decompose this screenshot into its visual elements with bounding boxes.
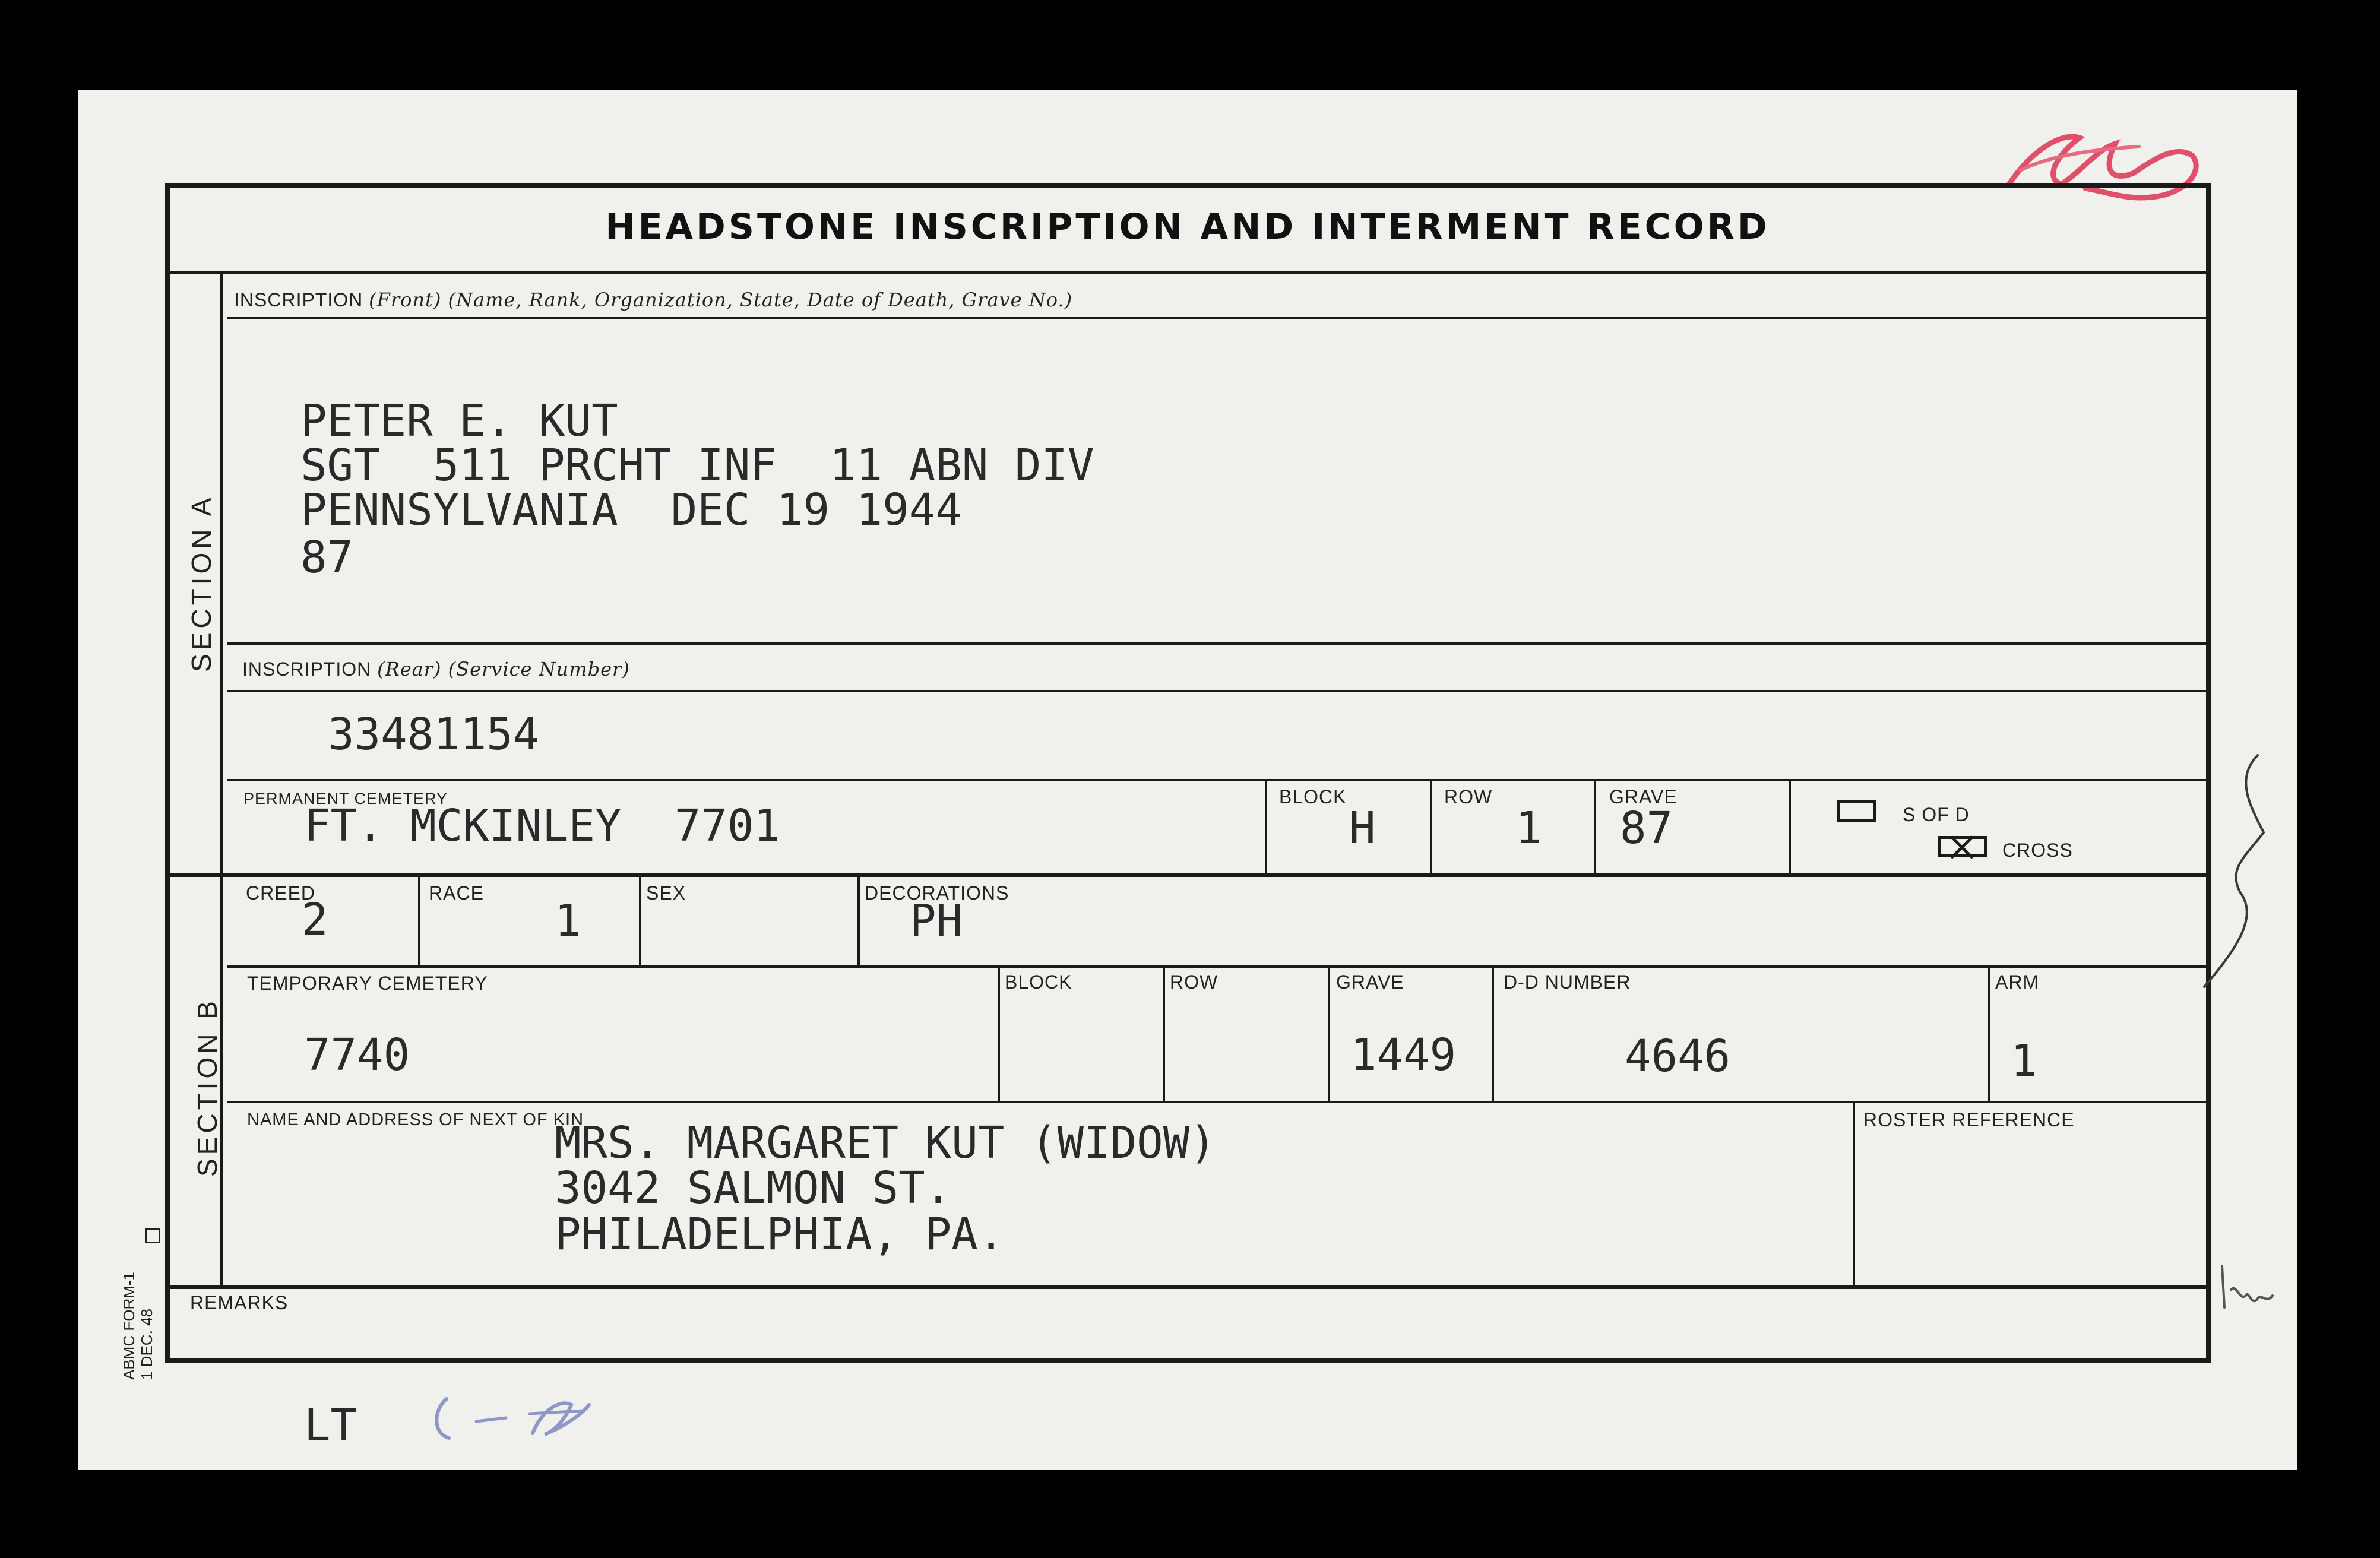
rule — [639, 875, 641, 967]
rule — [227, 965, 2210, 968]
creed-label: CREED — [246, 882, 316, 904]
rule — [1265, 779, 1267, 874]
dd-number-value: 4646 — [1625, 1031, 1731, 1082]
cross-checkbox[interactable] — [1938, 836, 1987, 857]
decorations-value: PH — [910, 895, 963, 946]
permanent-cemetery-label: PERMANENT CEMETERY — [243, 790, 448, 808]
temp-grave-label: GRAVE — [1336, 971, 1404, 993]
block-label: BLOCK — [1279, 786, 1347, 808]
roster-reference-label: ROSTER REFERENCE — [1863, 1109, 2075, 1130]
cross-label: CROSS — [2002, 840, 2073, 861]
next-of-kin-line-1: MRS. MARGARET KUT (WIDOW) — [555, 1117, 1216, 1168]
rule — [1594, 779, 1596, 874]
form-card — [78, 90, 2297, 1470]
grave-label: GRAVE — [1609, 786, 1678, 808]
permanent-cemetery-value: FT. MCKINLEY 7701 — [304, 800, 780, 851]
rule — [1853, 1101, 1855, 1286]
rule — [1430, 779, 1432, 874]
race-value: 1 — [555, 895, 581, 946]
inscription-front-line-4: 87 — [300, 532, 354, 583]
pencil-tick — [2216, 1254, 2287, 1319]
s-of-d-checkbox[interactable] — [1837, 800, 1876, 822]
inscription-front-line-2: SGT 511 PRCHT INF 11 ABN DIV — [300, 440, 1094, 491]
form-title: HEADSTONE INSCRIPTION AND INTERMENT RECORD — [605, 206, 1770, 248]
inscription-front-line-1: PETER E. KUT — [300, 395, 618, 446]
temp-block-label: BLOCK — [1005, 971, 1072, 993]
bottom-typed-code: LT — [304, 1400, 357, 1451]
rule — [418, 875, 420, 967]
row-label: ROW — [1444, 786, 1493, 808]
blue-pencil-mark — [423, 1387, 619, 1452]
temp-grave-value: 1449 — [1350, 1030, 1457, 1081]
service-number: 33481154 — [328, 709, 540, 760]
pencil-squiggle — [2175, 743, 2293, 1040]
next-of-kin-label: NAME AND ADDRESS OF NEXT OF KIN — [247, 1110, 584, 1129]
row-value: 1 — [1515, 803, 1542, 854]
rule — [857, 875, 860, 967]
creed-value: 2 — [302, 894, 328, 945]
rule — [1492, 965, 1494, 1102]
arm-value: 1 — [2011, 1036, 2037, 1087]
rule — [1988, 965, 1990, 1102]
rule — [227, 1101, 2210, 1103]
next-of-kin-line-3: PHILADELPHIA, PA. — [555, 1209, 1005, 1260]
x-mark-icon — [1938, 835, 1987, 859]
form-number: ABMC FORM-1 1 DEC. 48 — [120, 1272, 156, 1380]
rule — [167, 1285, 2210, 1289]
rule — [227, 690, 2210, 692]
sex-label: SEX — [646, 882, 686, 904]
rule — [227, 642, 2210, 645]
inscription-rear-label: INSCRIPTION (Rear) (Service Number) — [242, 658, 630, 680]
decorations-label: DECORATIONS — [865, 882, 1009, 904]
arm-label: ARM — [1995, 971, 2040, 993]
form-border — [165, 183, 2211, 1363]
temporary-cemetery-value: 7740 — [304, 1030, 410, 1081]
remarks-label: REMARKS — [190, 1292, 289, 1313]
next-of-kin-line-2: 3042 SALMON ST. — [555, 1163, 952, 1214]
rule — [167, 271, 2210, 274]
form-number-box — [145, 1228, 160, 1243]
inscription-front-line-3: PENNSYLVANIA DEC 19 1944 — [300, 484, 962, 536]
inscription-front-label: INSCRIPTION (Front) (Name, Rank, Organization, State, Date of Death, Grave No.) — [234, 289, 1073, 311]
rule — [1789, 779, 1791, 874]
grave-value: 87 — [1620, 803, 1673, 854]
dd-number-label: D-D NUMBER — [1504, 971, 1631, 993]
rule — [167, 873, 2210, 877]
s-of-d-label: S OF D — [1903, 804, 1970, 825]
section-a-label: SECTION A — [186, 494, 217, 672]
temp-row-label: ROW — [1170, 971, 1219, 993]
temporary-cemetery-label: TEMPORARY CEMETERY — [247, 973, 488, 994]
rule — [227, 779, 2210, 781]
rule — [227, 317, 2210, 319]
rule — [998, 965, 1000, 1102]
race-label: RACE — [429, 882, 484, 904]
block-value: H — [1349, 803, 1376, 854]
section-b-label: SECTION B — [192, 998, 223, 1177]
rule — [1163, 965, 1165, 1102]
rule — [1328, 965, 1330, 1102]
